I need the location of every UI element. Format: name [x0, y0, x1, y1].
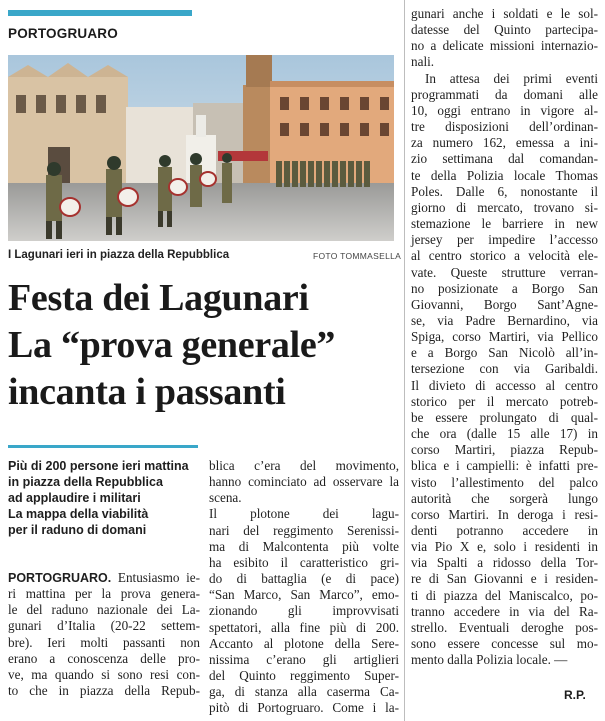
body-line: storico per il mercato potreb- [411, 393, 598, 409]
body-line: che ora (dalle 15 alle 17) in [411, 426, 598, 442]
body-line: do di battaglia (e di pace) [209, 571, 399, 587]
body-line: le del raduno nazionale dei La- [8, 602, 200, 618]
body-line: giorno di mercato, trovano si- [411, 199, 598, 215]
headline [8, 275, 400, 416]
body-line: In attesa dei primi eventi [425, 70, 598, 86]
body-line: blica c’era del movimento, [209, 458, 399, 473]
body-line: nali. [411, 54, 435, 70]
body-line: stemazione le barriere in new [411, 216, 598, 232]
body-line: ti di piazza del Maniscalco, po- [411, 587, 598, 603]
body-line: mento dalla Polizia locale. — [411, 652, 568, 668]
summary-rule [8, 445, 198, 448]
summary-line: per il raduno di domani [8, 523, 147, 537]
body-column-1 [8, 570, 200, 699]
body-line: bre). Ieri molti passanti non [8, 634, 200, 650]
body-line: “San Marco, San Marco”, emo- [209, 587, 399, 603]
body-line: autorità che sorgerà lungo [411, 490, 598, 506]
body-line: datesse del Quinto partecipa- [411, 22, 598, 38]
headline-line: incanta i passanti [8, 371, 286, 413]
section-color-bar [8, 10, 192, 16]
body-line: Poles. Dalle 6, nonostante il [411, 183, 598, 199]
body-text: Entusiasmo ie- [111, 570, 200, 585]
body-line: Il plotone dei lagu- [209, 506, 399, 522]
section-label: PORTOGRUARO [8, 26, 118, 41]
body-line: al centro storico a velocità ele- [411, 248, 598, 264]
body-line: no a delicate missioni internazio- [411, 38, 598, 54]
body-line: ma di Malcontenta più volte [209, 538, 399, 554]
body-line: zio settimana dal comandan- [411, 151, 598, 167]
body-line: re di San Giovanni e i residen- [411, 571, 598, 587]
photo-credit: FOTO TOMMASELLA [313, 251, 402, 261]
body-line: hanno cominciato ad osservare la scena. [209, 474, 399, 506]
body-line: spettatori, alla fine più di 200. [209, 619, 399, 635]
body-line: tersezione con via Garibaldi. [411, 361, 598, 377]
body-line: se, via Padre Bernardino, via [411, 312, 598, 328]
body-line: corso Martiri, piazza Repub- [411, 442, 598, 458]
article-photo [8, 55, 394, 241]
body-line: Giovanni, Borgo Sant’Agne- [411, 296, 598, 312]
body-line: blica e i campielli: è infatti pre- [411, 458, 598, 474]
body-line: erano a conoscenza delle pro- [8, 650, 200, 666]
body-line: ri mattina per la prova genera- [8, 586, 200, 602]
summary-line: in piazza della Repubblica [8, 475, 163, 489]
body-line: Il divieto di accesso al centro [411, 377, 598, 393]
body-line: tranno accedere in via del Ra- [411, 603, 598, 619]
body-line: te della Polizia locale Thomas [411, 167, 598, 183]
body-line [8, 570, 200, 586]
summary-line: ad applaudire i militari [8, 491, 141, 505]
body-line: ha esibito il caratteristico gri- [209, 554, 399, 570]
body-line: nissima c’erano gli artiglieri [209, 651, 399, 667]
summary-line: La mappa della viabilità [8, 507, 149, 521]
body-line: Accanto al plotone della Sere- [209, 635, 399, 651]
body-column-3 [411, 6, 598, 668]
body-line: ve, ma quando si sono resi con- [8, 666, 200, 682]
body-line: sono essere concesse sul mo- [411, 636, 598, 652]
body-line: be essere prolungato di qual- [411, 409, 598, 425]
body-line: nari del reggimento Serenissi- [209, 522, 399, 538]
body-line: 10, oggi entrano in vigore al- [411, 102, 598, 118]
body-line: del Quinto reggimento Super- [209, 668, 399, 684]
body-line: e a Borgo San Nicolò all’in- [411, 345, 598, 361]
body-line: no posizionate a Borgo San [411, 280, 598, 296]
body-line: to che in piazza della Repub- [8, 683, 200, 699]
body-line: via Spalti a ridosso della Tor- [411, 555, 598, 571]
body-line: visto l’allestimento del palco [411, 474, 598, 490]
body-line: strello. Eventuali deroghe pos- [411, 619, 598, 635]
body-line: tre disposizioni dell’ordinan- [411, 119, 598, 135]
summary-line: Più di 200 persone ieri mattina [8, 459, 189, 473]
body-line: jersey per impedire l’accesso [411, 232, 598, 248]
body-line: zionando gli improvvisati [209, 603, 399, 619]
photo-caption: I Lagunari ieri in piazza della Repubblica [8, 249, 230, 261]
summary [8, 458, 203, 538]
author-signature: R.P. [564, 688, 586, 702]
headline-line: La “prova generale” [8, 324, 336, 366]
body-line: gunari d’Italia (20-22 settem- [8, 618, 200, 634]
body-line: vate. Queste strutture verran- [411, 264, 598, 280]
body-line: pitò di Portogruaro. Come i la- [209, 700, 399, 716]
body-line: gunari anche i soldati e le sol- [411, 6, 598, 21]
body-line: programmati da domani alle [411, 86, 598, 102]
body-column-2 [209, 458, 399, 717]
headline-line: Festa dei Lagunari [8, 277, 309, 319]
body-line: ga, di stanza alla caserma Ca- [209, 684, 399, 700]
body-line: via Pio X e, solo i residenti in [411, 539, 598, 555]
body-line: denti potranno accedere in [411, 523, 598, 538]
body-line: corso Martiri. In deroga i resi- [411, 506, 598, 522]
column-divider [404, 0, 405, 721]
body-line: Spiga, corso Martiri, via Pellico [411, 329, 598, 345]
body-line: za numero 162, emessa a ini- [411, 135, 598, 151]
dateline: PORTOGRUARO. [8, 571, 112, 585]
